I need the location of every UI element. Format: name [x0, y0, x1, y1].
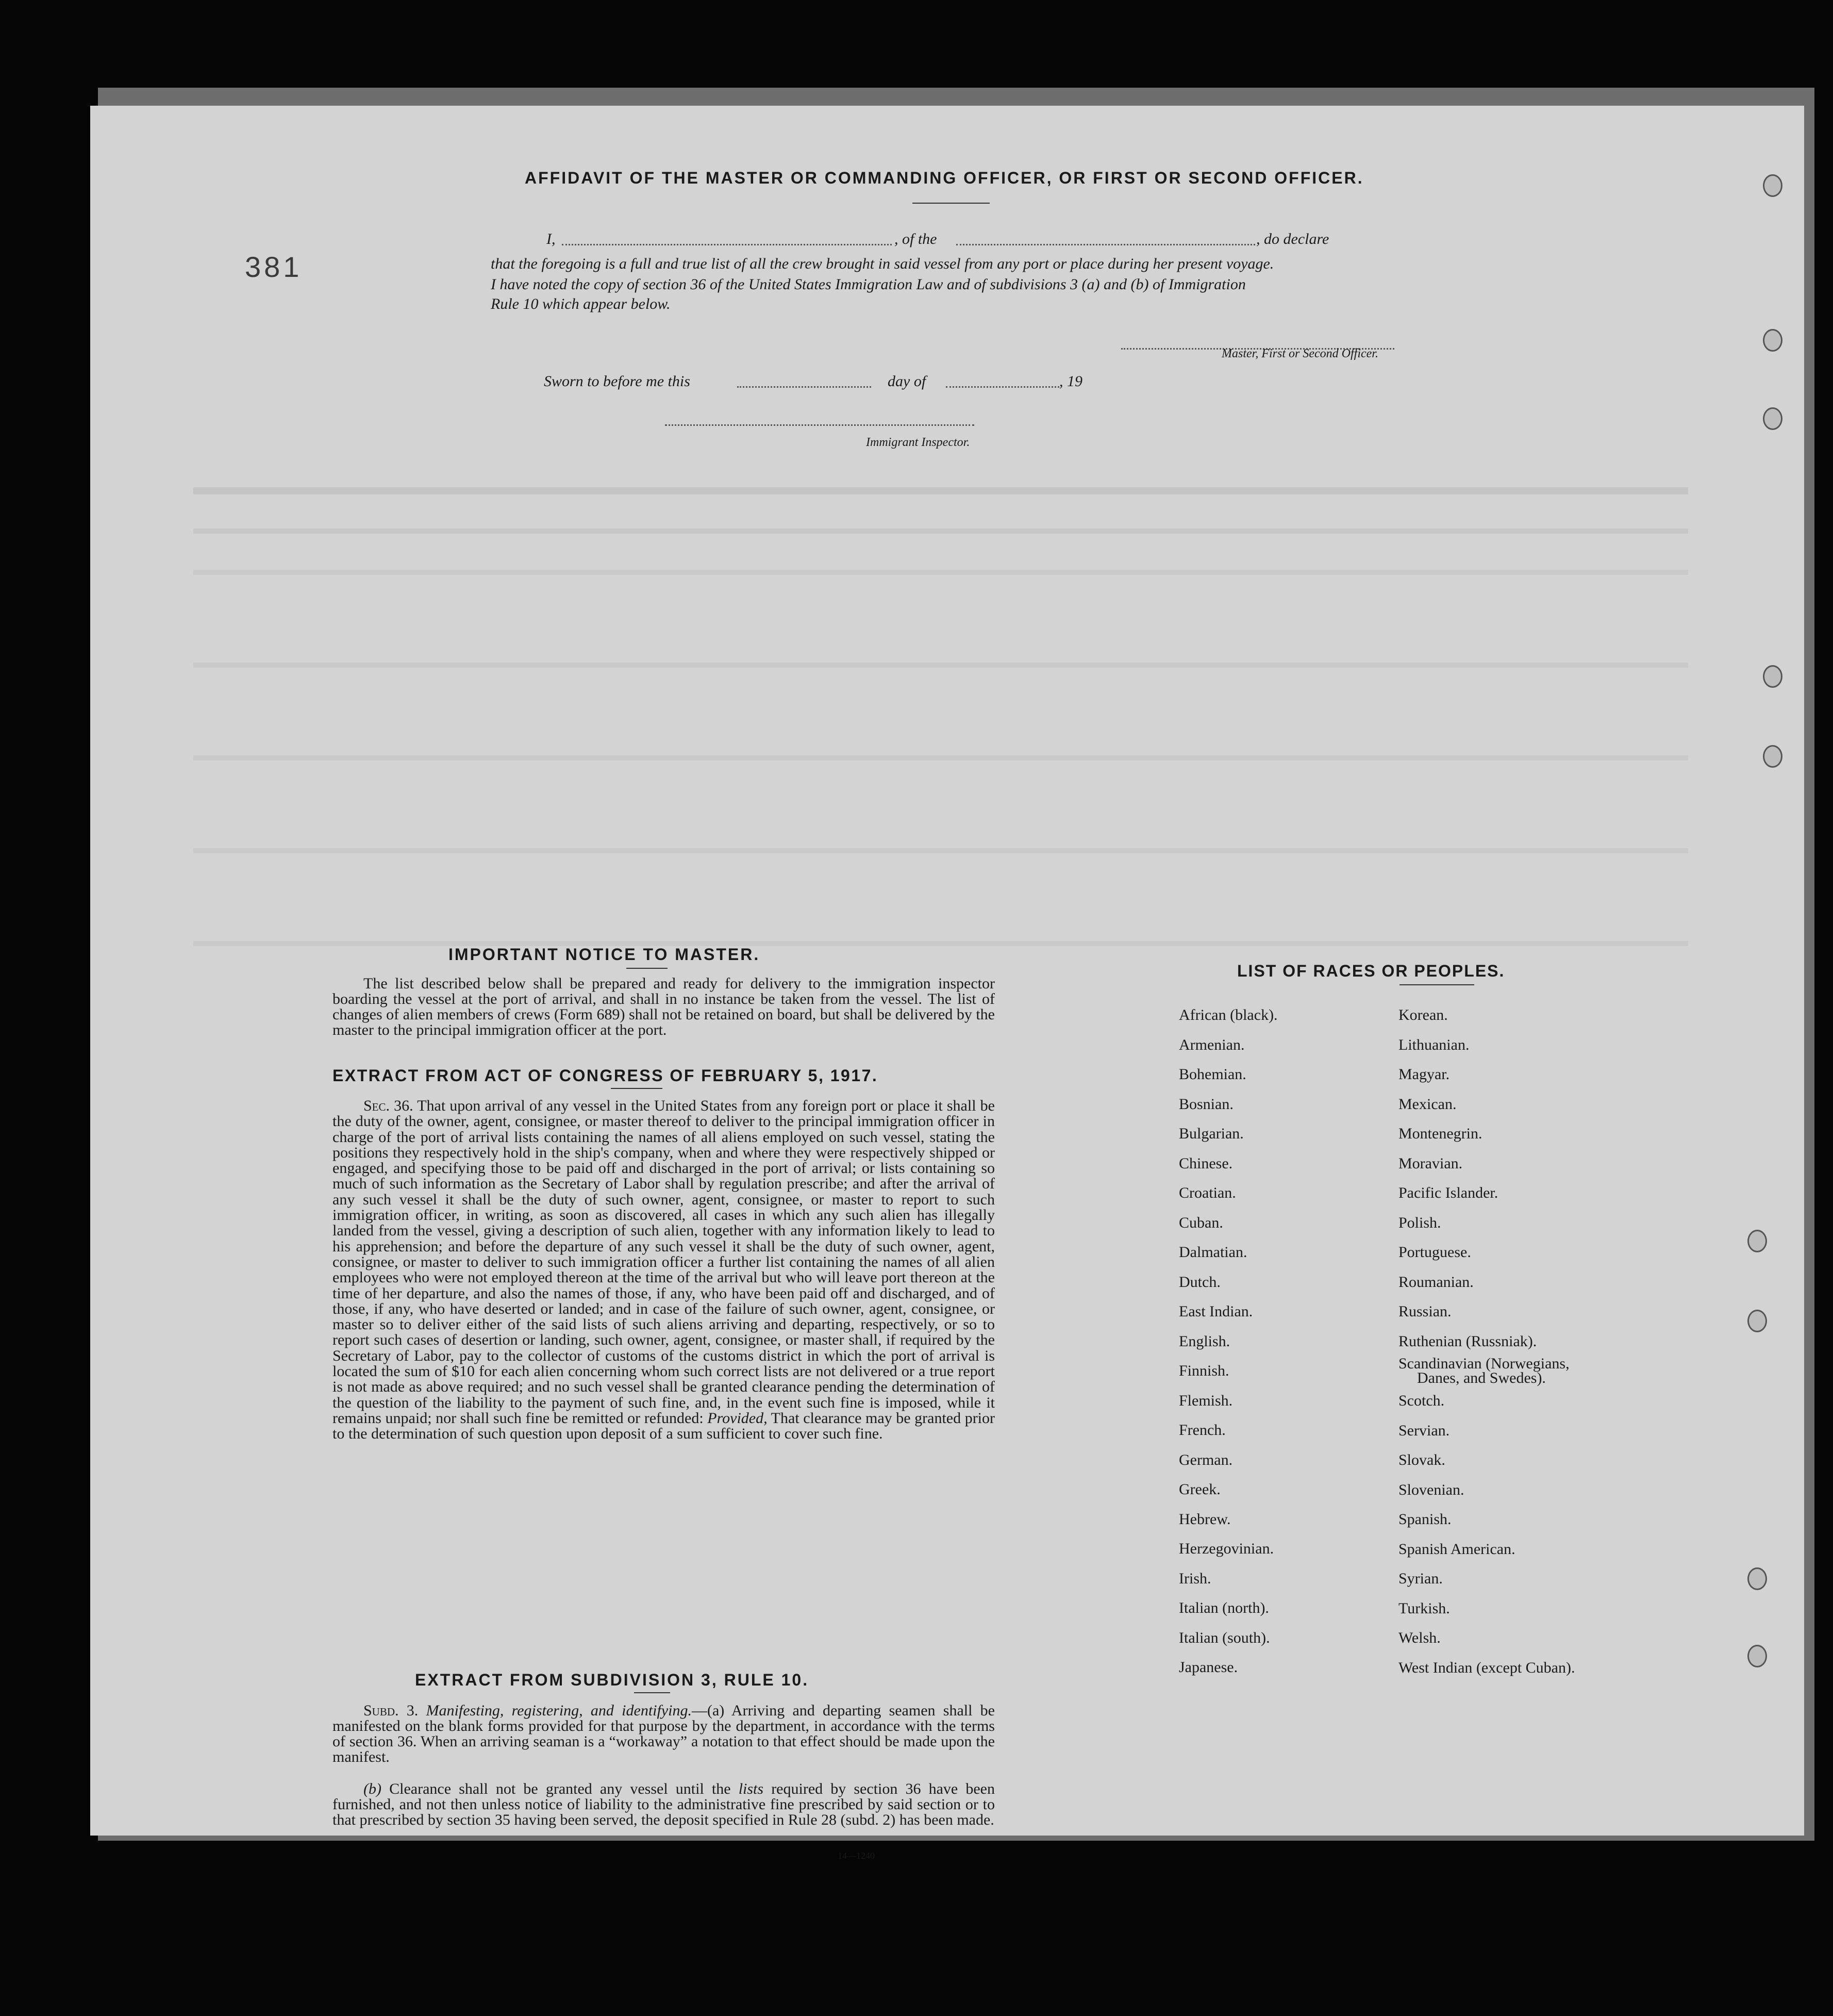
races-left-column: [1179, 1000, 1278, 1682]
race-item: Polish.: [1398, 1214, 1441, 1231]
race-item: Mexican.: [1398, 1095, 1457, 1113]
race-item: Bosnian.: [1179, 1095, 1234, 1113]
notice-title-rule: [626, 968, 668, 969]
race-item: French.: [1179, 1422, 1226, 1439]
master-signature-label: Master, First or Second Officer.: [1222, 347, 1378, 360]
race-item: German.: [1179, 1451, 1233, 1468]
punch-hole: [1747, 1567, 1767, 1590]
race-item: Chinese.: [1179, 1154, 1233, 1172]
race-item: Croatian.: [1179, 1184, 1236, 1201]
act-section-text-end: That clearance may be granted prior to the determination of such question upon deposit of a sum sufficient to cover such fine.: [332, 1409, 995, 1443]
vessel-blank: [956, 244, 1255, 245]
act-title-rule: [611, 1088, 662, 1089]
affidavit-line-2: that the foregoing is a full and true list of all the crew brought in said vessel from any port or place during her present voyage.: [491, 255, 1274, 272]
act-provided: Provided,: [707, 1409, 768, 1427]
race-item: West Indian (except Cuban).: [1398, 1659, 1575, 1676]
race-item: Danes, and Swedes).: [1417, 1369, 1546, 1386]
race-item: East Indian.: [1179, 1303, 1253, 1320]
race-item: Slovak.: [1398, 1451, 1445, 1468]
affidavit-title-rule: [912, 203, 990, 204]
race-item: Russian.: [1398, 1303, 1452, 1320]
day-of-label: day of: [888, 373, 926, 390]
sheet-number: 381: [245, 251, 303, 283]
affidavit-do-declare: , do declare: [1256, 230, 1329, 247]
sworn-month-blank: [946, 386, 1059, 388]
race-item: Spanish American.: [1398, 1540, 1515, 1558]
sworn-label: Sworn to before me this: [544, 373, 690, 390]
punch-hole: [1763, 665, 1782, 688]
affidavit-i: I,: [546, 230, 556, 247]
race-item: Moravian.: [1398, 1154, 1463, 1172]
race-item: Italian (north).: [1179, 1599, 1269, 1616]
race-item: Hebrew.: [1179, 1510, 1231, 1528]
sworn-day-blank: [737, 386, 871, 388]
race-item: Italian (south).: [1179, 1629, 1270, 1646]
races-title: LIST OF RACES OR PEOPLES.: [1237, 962, 1505, 980]
rule-a-body: Arriving and departing seamen shall be manifested on the blank forms provided for that purpose by the department, in accordance with the terms of section 36. When an arriving seaman is a “workaway” a notation to that effect should be made upon the manifest.: [332, 1702, 995, 1765]
race-item: Portuguese.: [1398, 1244, 1471, 1261]
race-item: Welsh.: [1398, 1629, 1441, 1646]
race-item: Roumanian.: [1398, 1273, 1474, 1291]
rule-subd-b: [332, 1781, 995, 1828]
punch-hole: [1763, 407, 1782, 430]
affidavit-line-3: I have noted the copy of section 36 of the United States Immigration Law and of subdivisions 3 (a) and (b) of Immigration: [491, 276, 1246, 293]
race-item: Dutch.: [1179, 1273, 1221, 1291]
race-item: Irish.: [1179, 1569, 1211, 1587]
punch-hole: [1747, 1645, 1767, 1667]
race-item: Turkish.: [1398, 1599, 1450, 1617]
race-item: Armenian.: [1179, 1036, 1245, 1053]
punch-hole: [1747, 1310, 1767, 1332]
form-number: 14—1240: [838, 1850, 875, 1861]
race-item: Magyar.: [1398, 1066, 1450, 1083]
race-item: Ruthenian (Russniak).: [1398, 1332, 1537, 1350]
affidavit-of-the: , of the: [894, 230, 937, 247]
races-right-column: [1398, 1000, 1575, 1682]
race-item: Flemish.: [1179, 1392, 1233, 1409]
inspector-signature-line: [665, 424, 974, 426]
race-item: Scotch.: [1398, 1392, 1445, 1409]
race-item: Bohemian.: [1179, 1066, 1246, 1083]
act-section-label: Sec. 36.: [363, 1097, 413, 1114]
punch-hole: [1747, 1230, 1767, 1252]
rule-subd-a: [332, 1703, 995, 1765]
notice-title: IMPORTANT NOTICE TO MASTER.: [448, 945, 760, 964]
name-blank: [562, 244, 892, 245]
rule-title-rule: [634, 1692, 670, 1693]
races-title-rule: [1399, 984, 1474, 985]
race-item: Dalmatian.: [1179, 1244, 1247, 1261]
punch-hole: [1763, 174, 1782, 197]
punch-hole: [1763, 329, 1782, 352]
rule-b-body-2: required by section 36 have been furnished, and not then unless notice of liability to the administrative fine prescribed by said section or to that prescribed by section 35 having been served, the deposit specified in Rule 28 (subd. 2) has been made.: [332, 1780, 995, 1828]
race-item: African (black).: [1179, 1006, 1278, 1023]
act-body: [332, 1098, 995, 1442]
race-item: Servian.: [1398, 1422, 1450, 1439]
race-item: Bulgarian.: [1179, 1125, 1244, 1142]
punch-hole: [1763, 745, 1782, 768]
race-item: Japanese.: [1179, 1659, 1238, 1676]
rule-a-label: —(a): [691, 1702, 725, 1719]
act-section-text: That upon arrival of any vessel in the United States from any foreign port or place it shall be the duty of the owner, agent, consignee, or master thereof to deliver to the principal immigration officer in charge of the port of arrival lists containing the names of all aliens employed on such vessel, stating the positions they respectively hold in the ship's company, when and where they were respectively shipped or engaged, and specifying those to be paid off and discharged in the port of arrival; or lists containing so much of such information as the Secretary of Labor shall by regulation prescribe; and after the arrival of any such vessel it shall be the duty of such owner, agent, consignee, or master to report to such immigration officer, in writing, as soon as discovered, all cases in which any such alien has illegally landed from the vessel, giving a description of such alien, together with any information likely to lead to his apprehension; and before the departure of any such vessel it shall be the duty of such owner, agent, consignee, or master to deliver to such immigration officer a further list containing the names of all alien employees who were not employed thereon at the time of the arrival but who will leave port thereon at the time of her departure, and also the names of those, if any, who have been paid off and discharged, and of those, if any, who have deserted or landed; and in case of the failure of such owner, agent, consignee, or master so to deliver either of the said lists of such aliens arriving and departing, respectively, or so to report such cases of desertion or landing, such owner, agent, consignee, or master shall, if required by the Secretary of Labor, pay to the collector of customs of the customs district in which the port of arrival is located the sum of $10 for each alien concerning whom such correct lists are not delivered or a true report is not made as above required; and no such vessel shall be granted clearance pending the determination of the question of the liability to the payment of such fine, and, in the event such fine is imposed, while it remains unpaid; nor shall such fine be remitted or refunded:: [332, 1097, 995, 1427]
race-item: Syrian.: [1398, 1570, 1443, 1587]
rule-title: EXTRACT FROM SUBDIVISION 3, RULE 10.: [415, 1671, 809, 1689]
race-item: Pacific Islander.: [1398, 1184, 1498, 1201]
race-item: Greek.: [1179, 1481, 1221, 1498]
race-item: Slovenian.: [1398, 1481, 1464, 1498]
year-label: , 19: [1059, 373, 1082, 390]
affidavit-title: AFFIDAVIT OF THE MASTER OR COMMANDING OFFICER, OR FIRST OR SECOND OFFICER.: [525, 169, 1364, 187]
race-item: Herzegovinian.: [1179, 1540, 1274, 1557]
race-item: Scandinavian (Norwegians,: [1398, 1355, 1570, 1372]
rule-b-body-1: Clearance shall not be granted any vessel until the: [389, 1780, 731, 1797]
rule-b-lists: lists: [738, 1780, 764, 1797]
affidavit-line-4: Rule 10 which appear below.: [491, 295, 671, 312]
rule-subd-label: Subd. 3.: [363, 1702, 419, 1719]
race-item: Korean.: [1398, 1006, 1448, 1023]
race-item: Finnish.: [1179, 1362, 1229, 1379]
race-item: Cuban.: [1179, 1214, 1223, 1231]
race-item: Spanish.: [1398, 1511, 1452, 1528]
race-item: Montenegrin.: [1398, 1125, 1482, 1142]
rule-b-label: (b): [363, 1780, 381, 1797]
rule-subd-heading: Manifesting, registering, and identifying.: [426, 1702, 692, 1719]
race-item: Lithuanian.: [1398, 1036, 1470, 1053]
race-item: English.: [1179, 1332, 1230, 1350]
inspector-label: Immigrant Inspector.: [866, 436, 970, 449]
notice-body: The list described below shall be prepared and ready for delivery to the immigration inspector boarding the vessel at the port of arrival, and shall in no instance be taken from the vessel. The list of changes of alien members of crews (Form 689) shall not be retained on board, but shall be delivered by the master to the principal immigration officer at the port.: [332, 975, 995, 1038]
act-title: EXTRACT FROM ACT OF CONGRESS OF FEBRUARY 5, 1917.: [332, 1066, 878, 1085]
document-page: [90, 106, 1804, 1861]
